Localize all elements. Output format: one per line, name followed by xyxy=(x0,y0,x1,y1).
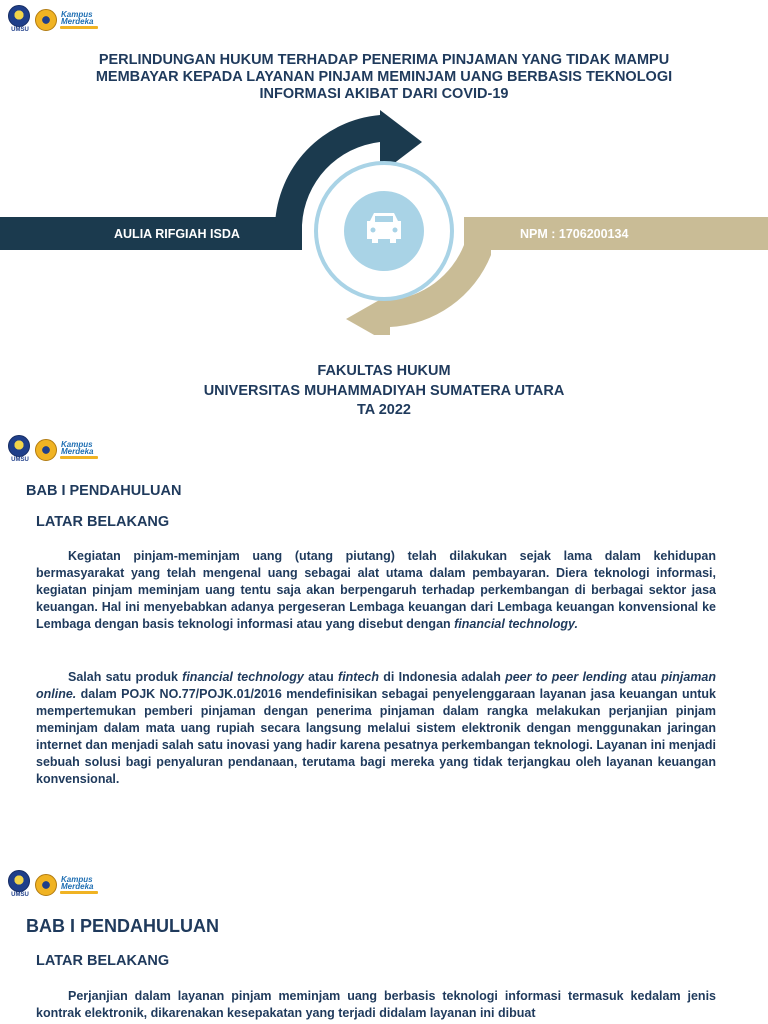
paragraph-2-text-i: dalam POJK NO.77/POJK.01/2016 mendefinisikan sebagai penyelenggaraan layanan jasa keuangan untuk mempertemukan pemberi pinjaman dengan penerima pinjaman dalam rangka melakukan perjanjian pinjam meminjam dalam mata uang rupiah secara langsung melalui sistem elektronik dengan menggunakan jaringan internet dan menjadi salah satu inovasi yang hadir karena pesatnya perkembangan teknologi. Layanan ini menjadi sebuah solusi bagi penyaluran pendanaan, terutama bagi mereka yang tidak terjangkau oleh layanan keuangan konvensional. xyxy=(36,687,716,786)
title-line-1: PERLINDUNGAN HUKUM TERHADAP PENERIMA PINJAMAN YANG TIDAK MAMPU xyxy=(98,52,670,68)
umsu-logo-text: UMSU xyxy=(11,457,29,463)
author-name: AULIA RIFGIAH ISDA xyxy=(114,227,240,241)
paragraph-1: Perjanjian dalam layanan pinjam meminjam uang berbasis teknologi informasi termasuk kedalam jenis kontrak elektronik, dikarenakan kesepakatan yang terjadi didalam layanan ini dibuat xyxy=(36,989,716,1020)
merdeka-text: Merdeka xyxy=(61,882,94,891)
car-icon xyxy=(367,213,401,243)
kampus-merdeka-logo xyxy=(60,11,98,29)
umsu-logo xyxy=(8,435,32,465)
paragraph-1 xyxy=(36,548,716,633)
logo-group xyxy=(8,5,98,35)
kampus-merdeka-seal-icon xyxy=(35,874,57,896)
cycle-graphic xyxy=(270,105,510,335)
logo-group xyxy=(8,870,98,900)
paragraph-2-term-fintech: fintech xyxy=(338,670,380,684)
umsu-seal-icon xyxy=(8,870,30,892)
paragraph-1-term: financial technology. xyxy=(454,617,578,631)
umsu-logo xyxy=(8,5,32,35)
title-line-2: MEMBAYAR KEPADA LAYANAN PINJAM MEMINJAM UANG BERBASIS TEKNOLOGI xyxy=(95,69,673,85)
paragraph-1-text: Kegiatan pinjam-meminjam uang (utang piutang) telah dilakukan sejak lama dalam kehidupan bermasyarakat yang telah mengenal uang sebagai alat utama dalam pembayaran. Diera teknologi informasi, kegiatan pinjam meminjam uang tentu saja akan berpengaruh terhadap perkembangan di berbagai sektor jasa keuangan. Hal ini menyebabkan adanya pergeseran Lembaga keuangan dari Lembaga keuangan konvensional ke Lembaga dengan basis teknologi informasi atau yang disebut dengan xyxy=(36,549,716,631)
kampus-merdeka-seal-icon xyxy=(35,9,57,31)
faculty-block xyxy=(0,362,768,421)
intro-slide-1 xyxy=(0,430,768,830)
academic-year: TA 2022 xyxy=(357,402,411,418)
kampus-merdeka-seal-icon xyxy=(35,439,57,461)
paragraph-2 xyxy=(36,669,716,788)
chapter-heading: BAB I PENDAHULUAN xyxy=(26,916,219,936)
section-heading: LATAR BELAKANG xyxy=(36,514,170,530)
title-slide xyxy=(0,0,768,425)
paragraph-2-text-e: di Indonesia adalah xyxy=(379,670,506,684)
faculty-name: FAKULTAS HUKUM xyxy=(317,363,451,379)
paragraph-2-term-fintech-full: financial technology xyxy=(182,670,304,684)
kampus-merdeka-bar xyxy=(60,456,98,459)
umsu-seal-icon xyxy=(8,435,30,457)
umsu-logo xyxy=(8,870,32,900)
student-number: NPM : 1706200134 xyxy=(520,227,629,241)
kampus-merdeka-bar xyxy=(60,891,98,894)
merdeka-text: Merdeka xyxy=(61,17,94,26)
paragraph-2-text-g: atau xyxy=(626,670,662,684)
merdeka-text: Merdeka xyxy=(61,447,94,456)
paragraph-2-text-a: Salah satu produk xyxy=(68,670,183,684)
intro-slide-2 xyxy=(0,862,768,1024)
presentation-title xyxy=(30,52,738,103)
paragraph-2-text-c: atau xyxy=(303,670,339,684)
umsu-logo-text: UMSU xyxy=(11,27,29,33)
logo-group xyxy=(8,435,98,465)
paragraph-2-term-pinjaman: pinjaman online. xyxy=(36,670,716,701)
section-heading: LATAR BELAKANG xyxy=(36,953,170,969)
kampus-text: Kampus xyxy=(61,875,93,884)
paragraph-2-term-p2p: peer to peer lending xyxy=(505,670,627,684)
title-line-3: INFORMASI AKIBAT DARI COVID-19 xyxy=(259,86,509,102)
kampus-text: Kampus xyxy=(61,10,93,19)
kampus-merdeka-logo xyxy=(60,876,98,894)
umsu-seal-icon xyxy=(8,5,30,27)
kampus-merdeka-logo xyxy=(60,441,98,459)
chapter-heading: BAB I PENDAHULUAN xyxy=(26,483,182,499)
kampus-merdeka-bar xyxy=(60,26,98,29)
kampus-text: Kampus xyxy=(61,440,93,449)
umsu-logo-text: UMSU xyxy=(11,892,29,898)
university-name: UNIVERSITAS MUHAMMADIYAH SUMATERA UTARA xyxy=(203,382,565,399)
